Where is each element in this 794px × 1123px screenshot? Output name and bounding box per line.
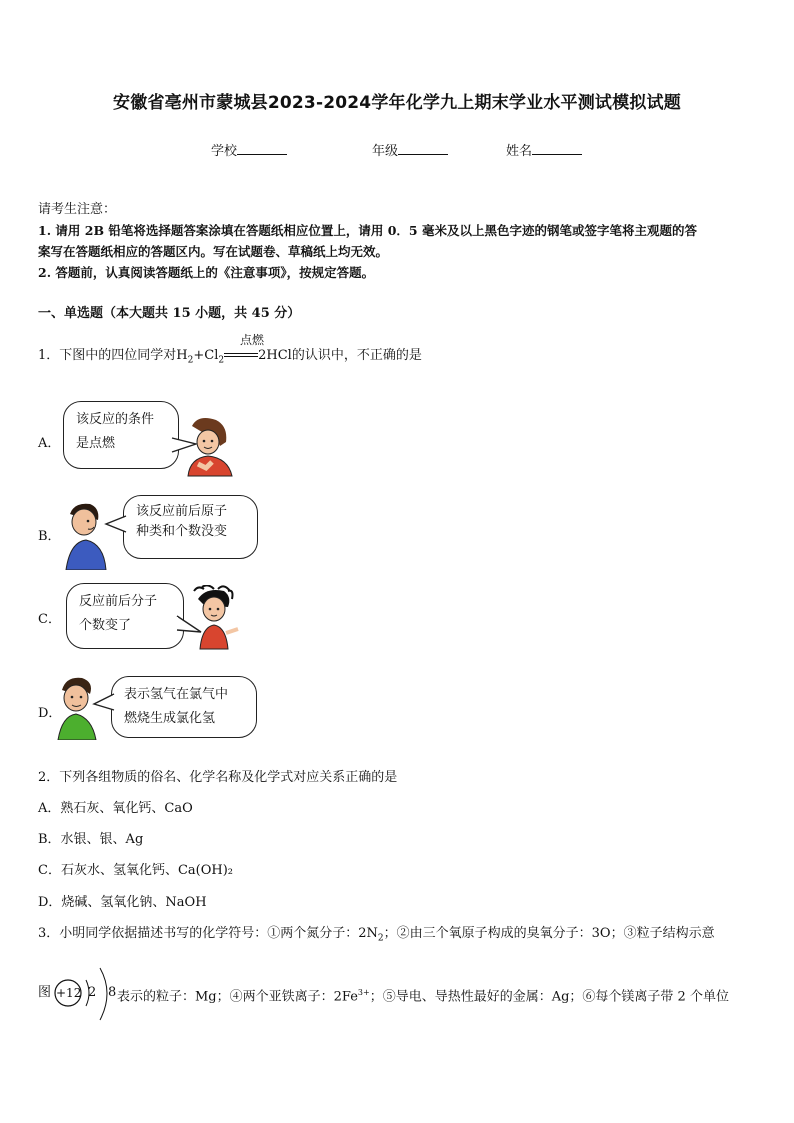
atom-shell-1-electrons: 2	[88, 985, 97, 1000]
q1-option-b-line1: 该反应前后原子	[136, 504, 228, 519]
q1-option-a-line2: 是点燃	[76, 436, 116, 451]
q3-line1	[38, 924, 715, 949]
section1-heading: 一、单选题（本大题共 15 小题，共 45 分）	[38, 306, 301, 321]
atom-nucleus-charge: +12	[56, 986, 82, 1000]
notice-heading: 请考生注意：	[38, 202, 117, 217]
q2-stem: 2．下列各组物质的俗名、化学名称及化学式对应关系正确的是	[38, 770, 398, 785]
q1-option-d-line1: 表示氢气在氯气中	[124, 687, 229, 702]
q1-option-b-letter[interactable]: B．	[38, 529, 61, 544]
grade-field[interactable]	[372, 140, 448, 159]
boy-student-b-icon	[62, 500, 110, 570]
q1-option-c-bubble	[66, 583, 184, 649]
q1-option-d-line2: 燃烧生成氯化氢	[124, 711, 216, 726]
q3-line1-b: ；②由三个氧原子构成的臭氧分子：3O；③粒子结构示意	[383, 926, 715, 941]
q3-line2-b: 表示的粒子：Mg；④两个亚铁离子：2Fe	[117, 989, 358, 1005]
q1-equation-arrow	[224, 351, 258, 361]
q1-stem	[38, 346, 422, 371]
q1-option-a-line1: 该反应的条件	[76, 412, 155, 427]
grade-blank[interactable]	[398, 142, 448, 155]
q3-line2-prefix: 图	[38, 985, 52, 1000]
page-title: 安徽省亳州市蒙城县2023-2024学年化学九上期末学业水平测试模拟试题	[113, 93, 681, 113]
q3-line2	[117, 983, 729, 1007]
q1-option-d-letter[interactable]: D．	[38, 706, 62, 721]
q3-line2-sup: 3+	[357, 988, 370, 997]
q1-option-b-line2: 种类和个数没变	[136, 524, 228, 539]
q1-suffix: 的认识中，不正确的是	[291, 348, 422, 363]
q1-option-d-bubble	[111, 676, 257, 738]
q1-equation-right: 2HCl	[258, 348, 292, 363]
grade-label: 年级	[372, 144, 399, 159]
school-label: 学校	[211, 144, 238, 159]
q1-option-c-line1: 反应前后分子	[79, 594, 158, 609]
q1-prefix: 1．下图中的四位同学对	[38, 348, 177, 363]
q1-option-c-letter[interactable]: C．	[38, 612, 61, 627]
name-label: 姓名	[506, 144, 533, 159]
school-field[interactable]	[211, 140, 287, 159]
q1-option-b-bubble	[123, 495, 258, 559]
school-blank[interactable]	[237, 142, 287, 155]
q2-option-c[interactable]: C．石灰水、氢氧化钙、Ca(OH)₂	[38, 863, 233, 878]
q3-line1-a: 3．小明同学依据描述书写的化学符号：①两个氮分子：2N	[38, 926, 378, 941]
q2-option-a[interactable]: A．熟石灰、氧化钙、CaO	[38, 801, 193, 816]
girl-student-c-icon	[188, 585, 244, 651]
name-field[interactable]	[506, 140, 582, 159]
q1-equation-condition: 点燃	[240, 333, 265, 347]
name-blank[interactable]	[532, 142, 582, 155]
girl-student-a-icon	[184, 416, 236, 480]
notice-item2: 2. 答题前，认真阅读答题纸上的《注意事项》，按规定答题。	[38, 265, 375, 280]
boy-student-d-icon	[56, 676, 102, 740]
q1-equation-left: $H_2+Cl_2$	[176, 348, 225, 366]
notice-item1-line2: 案写在答题纸相应的答题区内。写在试题卷、草稿纸上均无效。	[38, 244, 389, 259]
q1-option-c-line2: 个数变了	[79, 618, 132, 633]
q3-line2-c: ；⑤导电、导热性最好的金属：Ag；⑥每个镁离子带 2 个单位	[369, 989, 729, 1005]
q3-line1-sub: 2	[377, 933, 384, 944]
atom-shell-2-electrons: 8	[108, 985, 117, 1000]
q2-option-d[interactable]: D．烧碱、氢氧化钠、NaOH	[38, 895, 207, 910]
q2-option-b[interactable]: B．水银、银、Ag	[38, 832, 144, 847]
notice-item1-line1: 1. 请用 2B 铅笔将选择题答案涂填在答题纸相应位置上，请用 0．5 毫米及以上黑色字迹的钢笔或签字笔将主观题的答	[38, 223, 697, 238]
q1-option-a-letter[interactable]: A．	[38, 436, 61, 451]
q1-option-a-bubble	[63, 401, 179, 469]
